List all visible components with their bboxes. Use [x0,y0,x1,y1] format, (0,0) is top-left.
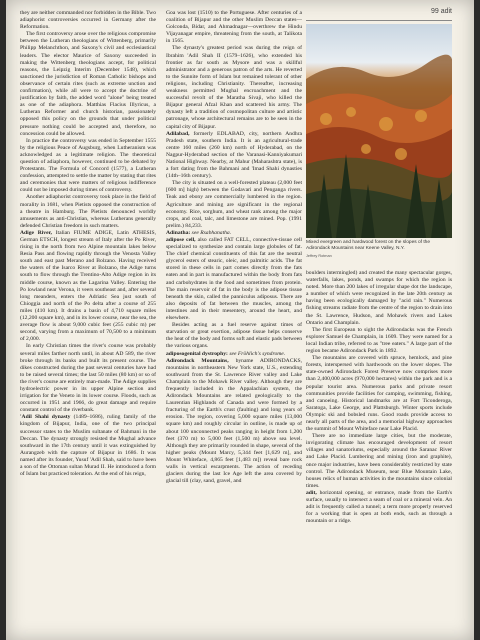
headword: adipose cell, [166,237,196,243]
photo-caption [306,240,452,259]
photo-credit: Jeffrey Rotman [306,254,332,258]
forest-photo [306,24,452,238]
forest-illustration [306,24,452,238]
headword: Adilabad, [166,130,190,137]
entry-adilabad [166,131,302,181]
entry-adit [306,490,452,525]
headword: Adirondack Mountains, [166,357,229,364]
paragraph: In practice the controversy was ended in September 1555 by the religious Peace of Augsburg, when Lutheranism was acknowledged as a legitimate religion. The theoretical question of adiaphora, however, continued to be debated by Protestants. The Formula of Concord (1577), a Lutheran confession, attempted to settle the matter by stating that rites and ceremonies that were matters of religious indifference could not be imposed during times of controversy. [20,137,156,194]
encyclopedia-page [6,0,474,640]
headword: Adige River, [20,229,52,236]
headword: 'Adil Shahi dynasty [20,414,71,421]
paragraph: boulders intermingled) and created the many spectacular gorges, waterfalls, lakes, ponds, and swamps for which the region is noted. More than 200 lakes of irregular shape dot the landscape, a number of which were recognized in the late 20th century as having been ecologically damaged by "acid rain." Numerous fishing streams radiate from the centre of the region to drain into the St. Lawrence, Hudson, and Mohawk rivers and Lakes Ontario and Champlain. [306,270,452,326]
paragraph: Goa was lost (1510) to the Portuguese. After centuries of a coalition of Bijapur and the other Muslim Deccan states—Golconda, Bidar, and Ahmadnagar—overthrew the Hindu Vijayanagar empire, threatening from the south, at Talikota in 1565. [166,10,302,45]
paragraph: There are no immediate large cities, but the moderate, invigorating climate has encouraged development of resort villages and sanatoriums, especially around the Saranac River and Lake Placid. Lumbering and mining (iron and graphite), once major industries, have been considerably restricted by state control. The Adirondack Museum, near Blue Mountain Lake, houses relics of human activities in the mountains since colonial times. [306,433,452,489]
headword: adit, [306,489,317,496]
paragraph: The dynasty's greatest period was during the reign of Ibrahim 'Adil Shah II (1579–1626), who extended his frontier as far south as Mysore and was a skillful administrator and a generous patron of the arts. He reverted to the Sunnite form of Islam but remained tolerant of other religions, including Christianity. Thereafter, increasing weakness permitted Mughal encroachment and the successful revolt of the Maratha Sivaji, who killed the Bijapur general Afzal Khan and scattered his army. The dynasty left a tradition of cosmopolitan culture and artistic patronage, whose architectural remains are to be seen in the capital city of Bijapur. [166,45,302,130]
column-2 [166,10,302,636]
caption-text: Mixed evergreen and hardwood forest on the slopes of the Adirondack Mountains near Keene Valley, N.Y. [306,240,430,251]
paragraph: The city is situated on a well-forested plateau (2,000 feet [600 m] high) between the Godavari and Penganga rivers. Teak and ebony are commercially lumbered in the region. Agriculture and mining are significant in the regional economy. Rice, sorghum, and wheat rank among the major crops, and coal, talc, and limestone are mined. Pop. (1991 prelim.) 84,233. [166,180,302,229]
cross-reference: see Rsabhanatha. [191,229,232,236]
entry-body: also called FAT CELL, connective-tissue cell specialized to synthesize and contain large globules of fat. The chief chemical constituents of this fat are the neutral glycerol esters of stearic, oleic, and palmitic acids. The fat stored in these cells in part comes directly from the fats eaten and in part is manufactured within the body from fats and carbohydrates in the food and sometimes from protein. The main reservoir of fat in the body is the adipose tissue beneath the skin, called the panniculus adiposus. There are also deposits of fat between the muscles, among the intestines and in their mesentery, around the heart, and elsewhere. [166,237,302,322]
paragraph: The first European to sight the Adirondacks was the French explorer Samuel de Champlain, in 1609. They were named for a local Indian tribe, referred to as "tree eaters." A large part of the region became Adirondack Park in 1892. [306,326,452,355]
entry-body: byname ADIRONDACKS, mountains in northeastern New York state, U.S., extending southward from the St. Lawrence River valley and Lake Champlain to the Mohawk River valley. Although they are frequently included in the Appalachian system, the Adirondack Mountains are related geologically to the Laurentian Highlands of Canada and were formed by a fracturing of the Earth's crust (faulting) and long years of erosion. The region, covering 5,000 square miles (13,000 square km) and roughly circular in outline, is made up of about 100 unconnected peaks ranging in height from 1,200 feet (370 m) to 5,000 feet (1,500 m) above sea level. Although they are primarily rounded in shape, several of the higher peaks (Mount Marcy, 5,344 feet [1,629 m], and Mount Whiteface, 4,865 feet [1,483 m]) reveal bare rock walls in vertical escarpments. The action of receding glaciers during the last Ice Age left the area covered by glacial till (clay, sand, gravel, and [166,357,302,485]
entry-adiposogenital [166,351,302,358]
paragraph: Another adiaphorist controversy took place in the field of morality in 1681, when Pietists opposed the construction of a theatre in Hamburg. The Pietists denounced worldly amusements as anti-Christian, whereas Lutherans generally defended Christian freedom in such matters. [20,194,156,229]
entry-body: horizontal opening, or entrance, made from the Earth's surface, usually to intersect a seam of coal or a mineral vein. An adit is frequently called a tunnel; a term more properly reserved for a working that is open at both ends, such as through a mountain or a ridge. [306,489,452,525]
paragraph: they are neither commanded nor forbidden in the Bible. Two adiaphorist controversies occurred in Germany after the Reformation. [20,10,156,31]
entry-adige [20,230,156,344]
column-1 [20,10,156,636]
entry-body: formerly EDLABAD, city, northern Andhra Pradesh state, southern India. It is an agricultural-trade centre 160 miles (260 km) north of Hyderabad, on the Nagpur-Hyderabad section of the Varanasi-Kanniyakumari National Highway. Nearby, at Mahur (Maharashtra state), is a fort dating from the Bahmani and 'Imad Shahi dynasties (14th–16th century). [166,130,302,180]
headword: adiposogenital dystrophy: [166,350,228,357]
paragraph: Besides acting as a fuel reserve against times of starvation or great exertion, adipose tissue helps conserve the heat of the body and forms soft and elastic pads between the various organs. [166,322,302,350]
running-header [306,8,452,21]
entry-adinatha [166,230,302,237]
paragraph: The first controversy arose over the religious compromise between the Lutheran theologians of Wittenberg, primarily Philipp Melanchthon, and Saxony's civil and ecclesiastical leaders. The elector Maurice of Saxony succeeded in making the Wittenberg theologians accept, for political reasons, the Leipzig Interim (December 1548), which sanctioned the jurisdiction of Roman Catholic bishops and observance of certain rites (such as extreme unction and confirmation), while all were to accept the doctrine of justification by faith, the added word "alone" being treated as one of the adiaphora. Matthias Flacius Illyricus, a Lutheran Reformer and church historian, passionately opposed this policy on the grounds that under political pressure nothing could be accepted and, therefore, no concession could be allowed. [20,31,156,137]
page-label: 99 adit [430,8,452,15]
entry-adipose-cell [166,237,302,322]
entry-body: (1489–1686), ruling family of the kingdom of Bijapur, India, one of the two principal successor states to the Muslim sultanate of Bahmani in the Deccan. The dynasty strongly resisted the Mughal advance southward in the 17th century until it was extinguished by Aurangzeb with the capture of Bijapur in 1686. It was named after its founder, Yusuf 'Adil Shah, said to have been a son of the Ottoman sultan Murad II. He introduced a form of Islam but practiced toleration. At the end of his reign, [20,414,156,478]
paragraph: In early Christian times the river's course was probably several miles farther north until, in about AD 589, the river broke through its banks and built its present course. The dikes constructed during the past several centuries have had to be raised several times; the last 50 miles (80 km) or so of the river's course are entirely man-made. The Adige supplies hydroelectric power in its upper Alpine section and irrigation for the Veneto in its lower course. Floods, such as occurred in 1951 and 1966, do great damage and require constant control of the riverbank. [20,343,156,414]
entry-adirondack [166,358,302,486]
entry-adil-shahi [20,414,156,478]
column-3 [306,270,452,636]
headword: Adinatha: [166,229,191,236]
paragraph: The mountains are covered with spruce, hemlock, and pine forests, interspersed with hardwoods on the lower slopes. The state-owned Adirondack Forest Preserve now comprises more than 2,400,000 acres (970,000 hectares) within the park and is a popular tourist area. Numerous parks and private resort communities provide facilities for camping, swimming, fishing, and canoeing. Historical landmarks are at Fort Ticonderoga, Saratoga, Lake George, and Plattsburgh. Winter sports include Olympic ski and bobsled runs. Good roads provide access to nearly all parts of the area, and a memorial highway approaches the summit of Mount Whiteface near Lake Placid. [306,355,452,433]
entry-body: Italian FIUME ADIGE, Latin ATHESIS, German ETSCH, longest stream of Italy after the Po River, rising in the north from two Alpine mountain lakes below Resia Pass and flowing rapidly through the Venosta Valley south and east past Merano and Bolzano. Having received the waters of the Isarco River at Bolzano, the Adige turns south to flow through the Trentino-Alto Adige region in its middle course, known as the Lagarina Valley. Entering the Po lowland near Verona, it veers southeast and, after several long meanders, enters the Adriatic Sea just south of Chioggia and north of the Po delta after a course of 255 miles (410 km). It drains a basin of 4,710 square miles (12,200 square km), and in its lower course, near the sea, the average flow is about 9,000 cubic feet (255 cubic m) per second, varying from a maximum of 70,500 to a minimum of 2,000. [20,229,156,343]
cross-reference: see Fröhlich's syndrome. [229,350,286,357]
